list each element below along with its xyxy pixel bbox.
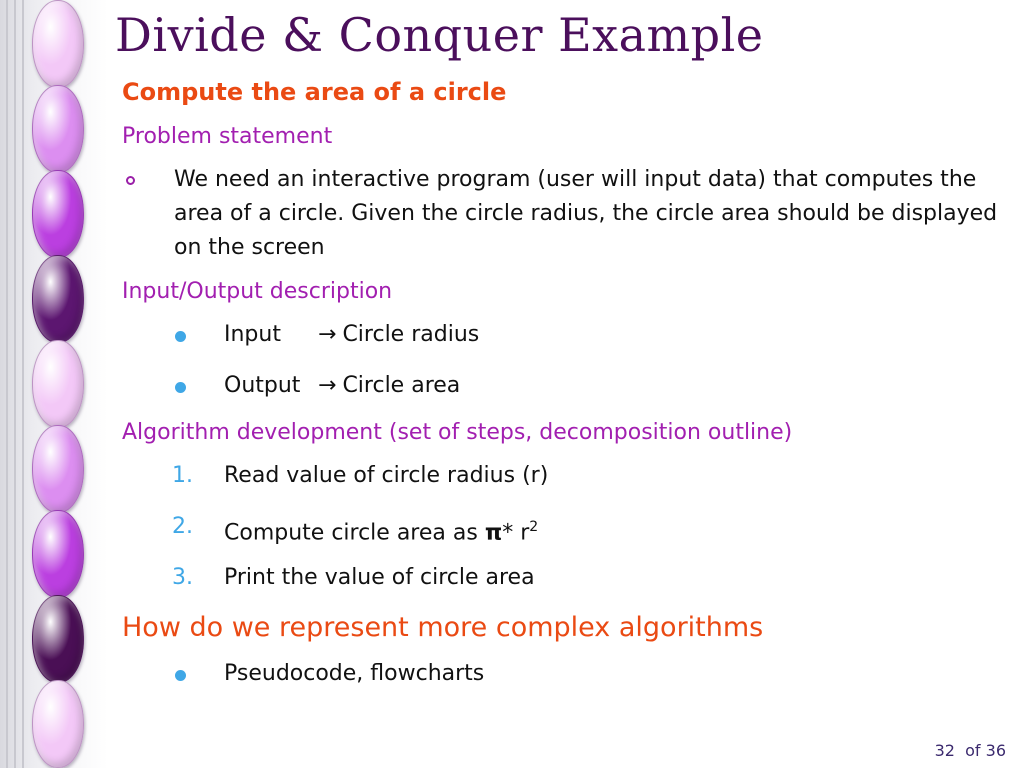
- problem-statement-bullet: [122, 163, 1004, 265]
- slide-content: [122, 78, 1004, 708]
- decorative-pill: [32, 340, 84, 428]
- sidebar-stripe: [14, 0, 16, 768]
- decorative-pill: [32, 170, 84, 258]
- io-item-value: Circle area: [342, 373, 461, 398]
- decorative-pill: [32, 680, 84, 768]
- io-description-label: Input/Output description: [122, 279, 393, 304]
- pi-symbol: π: [484, 520, 503, 546]
- right-arrow-icon: →: [318, 322, 337, 347]
- step-number: 2.: [172, 514, 193, 539]
- io-item-name: Input: [224, 322, 281, 347]
- step-text-after: * r: [502, 520, 530, 546]
- io-item-name: Output: [224, 373, 301, 398]
- step-number: 1.: [172, 463, 193, 488]
- decorative-pill: [32, 0, 84, 88]
- complex-item-text: Pseudocode, flowcharts: [224, 661, 485, 686]
- io-item-output: [122, 369, 1004, 403]
- slide-title: Divide & Conquer Example: [115, 8, 764, 62]
- step-number: 3.: [172, 565, 193, 590]
- complex-algorithms-heading: How do we represent more complex algorithms: [122, 612, 764, 643]
- decorative-pill: [32, 510, 84, 598]
- io-item-value: Circle radius: [342, 322, 480, 347]
- page-total: of 36: [965, 741, 1006, 760]
- step-text-before: Compute circle area as: [224, 520, 485, 546]
- complex-item: [122, 657, 1004, 691]
- exponent: 2: [529, 519, 539, 535]
- step-text: Print the value of circle area: [224, 565, 535, 590]
- slide-heading: Compute the area of a circle: [122, 78, 507, 106]
- decorative-pill: [32, 425, 84, 513]
- decorative-pill: [32, 255, 84, 343]
- step-text: Read value of circle radius (r): [224, 463, 549, 488]
- problem-statement-label: Problem statement: [122, 124, 333, 149]
- decorative-pill: [32, 85, 84, 173]
- sidebar-stripe: [22, 0, 24, 768]
- problem-statement-text: We need an interactive program (user will input data) that computes the area of a circle. Given the circle radius, the circle area should be displayed on the screen: [174, 167, 998, 260]
- bullet-dot-icon: [175, 670, 186, 681]
- bullet-dot-icon: [175, 331, 186, 342]
- hollow-bullet-icon: [126, 176, 135, 185]
- algorithm-step: [122, 459, 1004, 493]
- bullet-dot-icon: [175, 382, 186, 393]
- algorithm-step: [122, 561, 1004, 595]
- page-number: 32: [934, 741, 955, 760]
- algorithm-label: Algorithm development (set of steps, decomposition outline): [122, 420, 793, 445]
- algorithm-step: [122, 510, 1004, 544]
- sidebar-stripe: [6, 0, 8, 768]
- io-item-input: [122, 318, 1004, 352]
- decorative-sidebar: [0, 0, 108, 768]
- slide-number: [935, 741, 1006, 760]
- decorative-pill: [32, 595, 84, 683]
- right-arrow-icon: →: [318, 373, 337, 398]
